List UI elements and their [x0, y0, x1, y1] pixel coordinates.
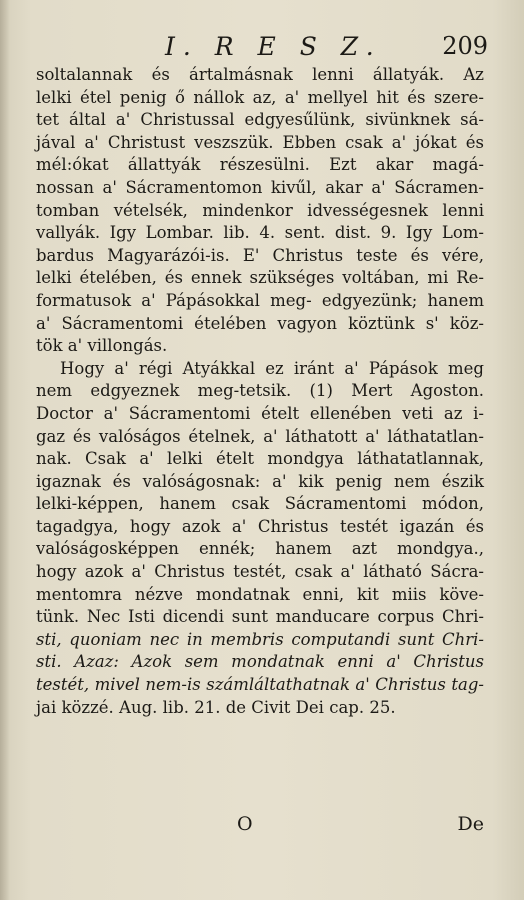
text-line: gaz és valóságos ételnek, a' láthatott a' láthatatlan-: [36, 426, 484, 446]
text-line: nak. Csak a' lelki ételt mondgya láthatatlannak,: [36, 449, 484, 469]
text-line: nem edgyeznek meg-tetsik. (1) Mert Agoston.: [36, 381, 484, 401]
text-line: valóságosképpen ennék; hanem azt mondgya.,: [36, 539, 484, 559]
text-line: jával a' Christust veszszük. Ebben csak a' jókat és: [36, 132, 484, 152]
signature-mark: O: [237, 813, 253, 835]
body-text: [36, 64, 484, 719]
page-gutter-shadow: [0, 0, 10, 900]
text-line: formatusok a' Pápásokkal meg- edgyezünk; hanem: [36, 290, 484, 310]
text-line: tet által a' Christussal edgyesűlünk, sivünknek sá-: [36, 110, 484, 130]
text-line: mél:ókat állattyák részesülni. Ezt akar magá-: [36, 155, 484, 175]
text-line: vallyák. Igy Lombar. lib. 4. sent. dist. 9. Igy Lom-: [36, 223, 484, 243]
catchword: De: [457, 813, 484, 835]
text-line: nossan a' Sácramentomon kivűl, akar a' Sácramen-: [36, 177, 484, 197]
text-line: Doctor a' Sácramentomi ételt ellenében veti az i-: [36, 403, 484, 423]
text-line: sti, quoniam nec in membris computandi sunt Chri-: [36, 629, 484, 649]
text-line: tünk. Nec Isti dicendi sunt manducare corpus Chri-: [36, 607, 484, 627]
text-line: tagadgya, hogy azok a' Christus testét igazán és: [36, 516, 484, 536]
text-line: testét, mivel nem-is számláltathatnak a' Christus tag-: [36, 675, 484, 695]
text-line: Hogy a' régi Atyákkal ez iránt a' Pápások meg: [60, 358, 484, 378]
text-line: lelki-képpen, hanem csak Sácramentomi módon,: [36, 494, 484, 514]
page-number: 209: [442, 32, 488, 60]
text-line: jai közzé. Aug. lib. 21. de Civit Dei cap. 25.: [36, 697, 396, 717]
text-line: igaznak és valóságosnak: a' kik penig nem észik: [36, 471, 484, 491]
page-header: [0, 32, 524, 66]
text-line: soltalannak és ártalmásnak lenni állatyák. Az: [36, 65, 484, 84]
text-line: a' Sácramentomi ételében vagyon köztünk s' köz-: [36, 313, 484, 333]
text-line: tomban vételsék, mindenkor idvességesnek lenni: [36, 200, 484, 220]
text-line: bardus Magyarázói-is. E' Christus teste és vére,: [36, 245, 484, 265]
text-line: mentomra nézve mondatnak enni, kit miis köve-: [36, 584, 484, 604]
text-line: tök a' villongás.: [36, 336, 168, 356]
page-footer: [0, 813, 524, 841]
text-line: lelki ételében, és ennek szükséges voltában, mi Re-: [36, 268, 484, 288]
text-line: lelki étel penig ő nállok az, a' mellyel hit és szere-: [36, 87, 484, 107]
running-title: I. R E S Z.: [165, 32, 382, 61]
text-line: hogy azok a' Christus testét, csak a' látható Sácra-: [36, 562, 484, 582]
text-line: sti. Azaz: Azok sem mondatnak enni a' Christus: [36, 652, 484, 672]
